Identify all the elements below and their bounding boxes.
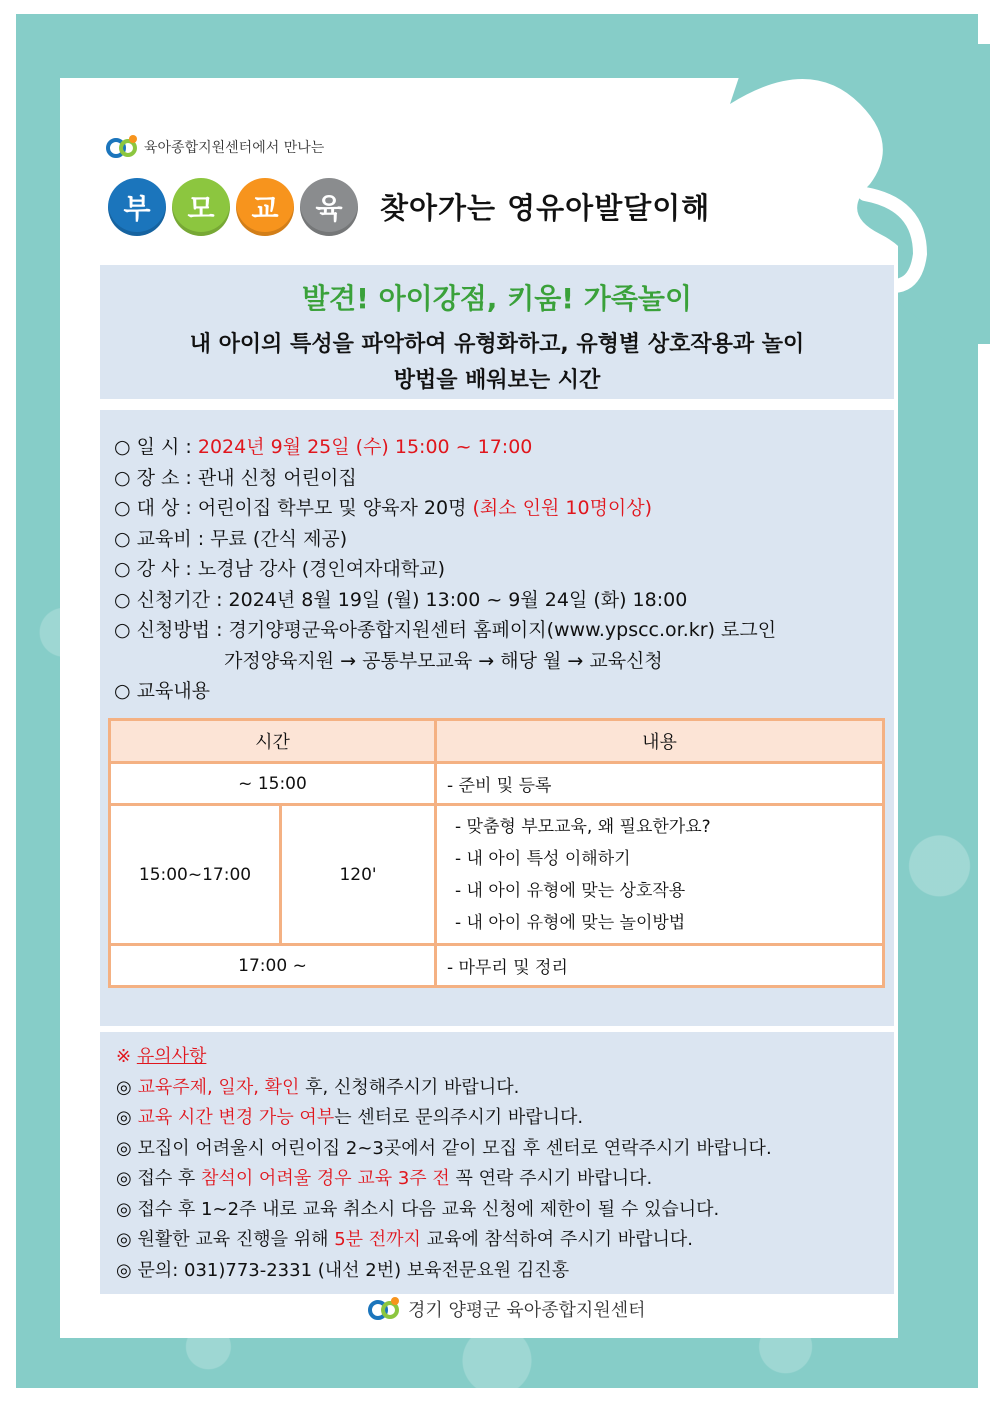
info-box [100, 410, 894, 1026]
headline: 발견! 아이강점, 키움! 가족놀이 [302, 282, 692, 315]
description [100, 327, 894, 399]
row2-content [436, 805, 884, 945]
note-7: ◎ 문의: 031)773-2331 (내선 2번) 보육전문요원 김진홍 [116, 1259, 570, 1281]
info-fee: ○ 교육비 : 무료 (간식 제공) [114, 527, 348, 550]
list-item: - 내 아이 유형에 맞는 놀이방법 [455, 912, 686, 933]
header-time: 시간 [110, 720, 436, 763]
schedule-table [108, 718, 885, 988]
note-6: ◎ 원활한 교육 진행을 위해 5분 전까지 교육에 참석하여 주시기 바랍니다. [116, 1229, 693, 1250]
tagline-text: 육아종합지원센터에서 만나는 [144, 140, 325, 156]
row1-time: ~ 15:00 [110, 763, 436, 805]
badge-mo: 모 [172, 178, 230, 236]
badge-gyo: 교 [236, 178, 294, 236]
list-item: - 내 아이 유형에 맞는 상호작용 [455, 880, 686, 901]
note-2: ◎ 교육 시간 변경 가능 여부는 센터로 문의주시기 바랍니다. [116, 1107, 584, 1128]
program-badges [108, 178, 358, 236]
note-5: ◎ 접수 후 1~2주 내로 교육 취소시 다음 교육 신청에 제한이 될 수 있습니다. [116, 1198, 720, 1220]
row2-time: 15:00~17:00 [110, 805, 281, 945]
info-lecturer: ○ 강 사 : 노경남 강사 (경인여자대학교) [114, 558, 445, 580]
row3-content: - 마무리 및 정리 [436, 945, 884, 987]
info-method-path: 가정양육지원 → 공통부모교육 → 해당 월 → 교육신청 [224, 649, 663, 672]
header-content: 내용 [436, 720, 884, 763]
badge-bu: 부 [108, 178, 166, 236]
notes-heading: ※ 유의사항 [116, 1046, 207, 1067]
sc-logo-icon [106, 132, 140, 162]
list-item: - 내 아이 특성 이해하기 [455, 848, 631, 869]
description-line-1: 내 아이의 특성을 파악하여 유형화하고, 유형별 상호작용과 놀이 [189, 332, 805, 357]
subtitle-box [100, 265, 894, 399]
note-3: ◎ 모집이 어려울시 어린이집 2~3곳에서 같이 모집 후 센터로 연락주시기 바랍니다. [116, 1137, 772, 1159]
info-date: ○ 일 시 : 2024년 9월 25일 (수) 15:00 ~ 17:00 [114, 436, 533, 458]
page-title: 찾아가는 영유아발달이해 [380, 191, 711, 225]
badge-yuk: 육 [300, 178, 358, 236]
description-line-2: 방법을 배워보는 시간 [393, 368, 601, 393]
note-1: ◎ 교육주제, 일자, 확인 후, 신청해주시기 바랍니다. [116, 1076, 520, 1098]
info-period: ○ 신청기간 : 2024년 8월 19일 (월) 13:00 ~ 9월 24일 (화) 18:00 [114, 588, 688, 611]
row2-duration: 120' [281, 805, 436, 945]
footer-org: 경기 양평군 육아종합지원센터 [408, 1300, 646, 1321]
sc-logo-icon [368, 1294, 402, 1324]
note-4: ◎ 접수 후 참석이 어려울 경우 교육 3주 전 꼭 연락 주시기 바랍니다. [116, 1168, 653, 1189]
row3-time: 17:00 ~ [110, 945, 436, 987]
info-content-label: ○ 교육내용 [114, 680, 211, 702]
notes-box [100, 1032, 894, 1294]
info-place: ○ 장 소 : 관내 신청 어린이집 [114, 466, 357, 489]
row1-content: - 준비 및 등록 [436, 763, 884, 805]
footer [368, 1294, 646, 1324]
info-method: ○ 신청방법 : 경기양평군육아종합지원센터 홈페이지(www.ypscc.or.kr) 로그인 [114, 619, 777, 641]
info-target: ○ 대 상 : 어린이집 학부모 및 양육자 20명 (최소 인원 10명이상) [114, 497, 653, 519]
center-tagline [106, 132, 324, 162]
list-item: - 맞춤형 부모교육, 왜 필요한가요? [455, 816, 711, 837]
